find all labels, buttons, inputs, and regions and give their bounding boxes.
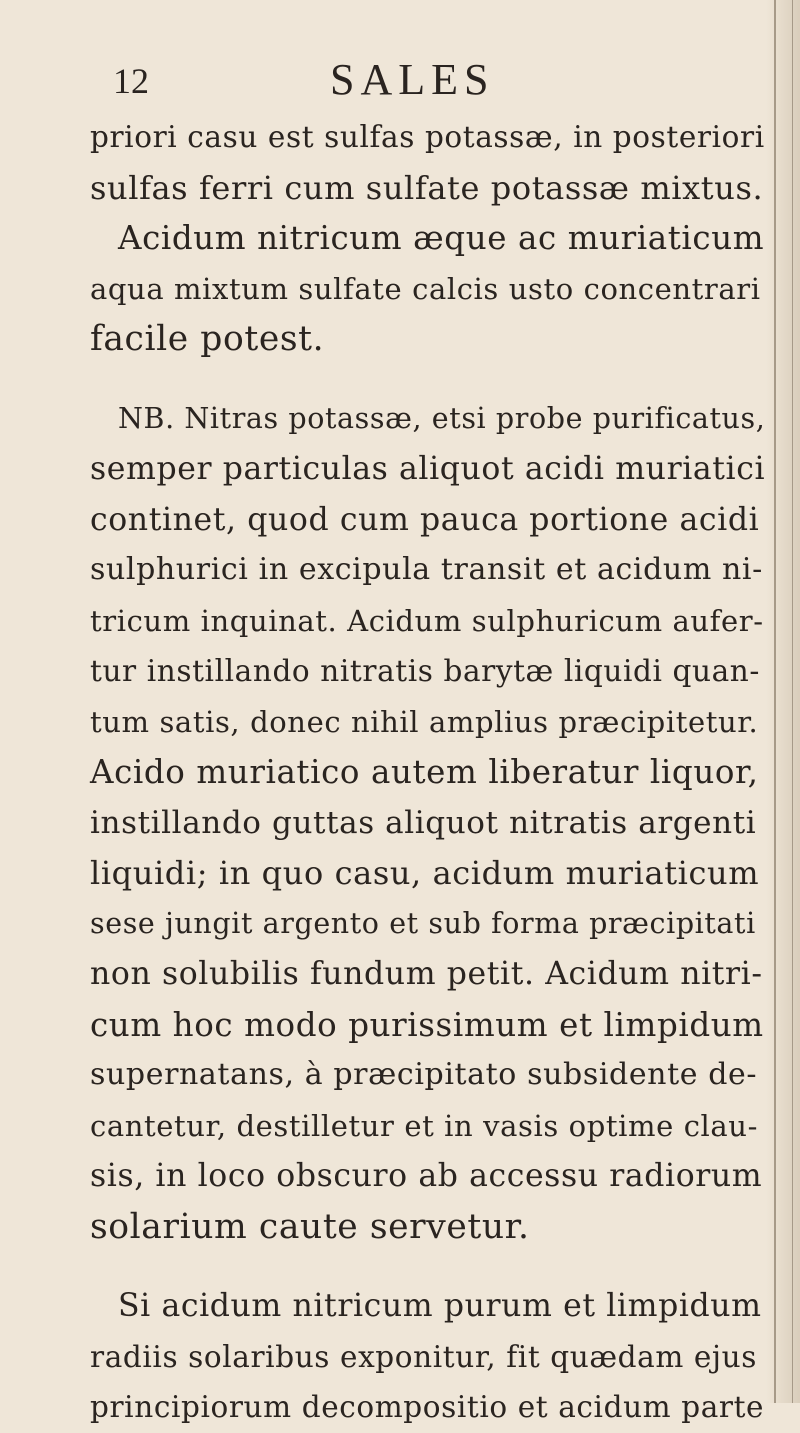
text-line: tricum inquinat. Acidum sulphuricum aufer- [90,603,764,638]
text-line: Acidum nitricum æque ac muriaticum [118,219,765,257]
text-line: NB. Nitras potassæ, etsi probe purificatus, [118,401,766,435]
text-line: aqua mixtum sulfate calcis usto concentrari [90,271,761,306]
text-line: tum satis, donec nihil amplius præcipitetur. [90,704,759,739]
text-line: facile potest. [90,319,325,359]
text-line: radiis solaribus exponitur, fit quædam ejus [90,1339,758,1374]
text-line: sese jungit argento et sub forma præcipitati [90,906,756,940]
text-line: tur instillando nitratis barytæ liquidi quan- [90,654,760,688]
text-line: continet, quod cum pauca portione acidi [90,501,760,538]
body-text [90,112,766,1433]
paragraph-1 [90,112,766,213]
text-line: sis, in loco obscuro ab accessu radiorum [90,1158,763,1194]
text-line: priori casu est sulfas potassæ, in posteriori [90,120,765,154]
text-line: instillando guttas aliquot nitratis argenti [90,804,757,841]
text-line: liquidi; in quo casu, acidum muriaticum [90,854,760,892]
text-line: sulphurici in excipula transit et acidum ni- [90,552,763,587]
text-line: semper particulas aliquot acidi muriatici [90,451,766,487]
text-line: non solubilis fundum petit. Acidum nitri- [90,956,763,992]
text-line: sulfas ferri cum sulfate potassæ mixtus. [90,168,764,207]
running-head: SALES [330,55,495,104]
page-header [0,54,766,104]
text-line: principiorum decompositio et acidum parte [90,1390,765,1424]
text-line: Acido muriatico autem liberatur liquor, [90,753,759,791]
page-number: 12 [113,61,149,101]
text-line: Si acidum nitricum purum et limpidum [118,1288,762,1324]
paragraph-4 [90,1281,766,1433]
paragraph-gap [90,1252,766,1281]
page-edge [766,0,800,1403]
text-line: solarium caute servetur. [90,1206,530,1247]
paragraph-2 [90,213,766,365]
paragraph-gap [90,365,766,394]
text-line: cantetur, destilletur et in vasis optime clau- [90,1108,758,1143]
text-line: supernatans, à præcipitato subsidente de- [90,1057,758,1092]
paragraph-3-nota-bene [90,394,766,1253]
text-line: cum hoc modo purissimum et limpidum [90,1005,764,1044]
